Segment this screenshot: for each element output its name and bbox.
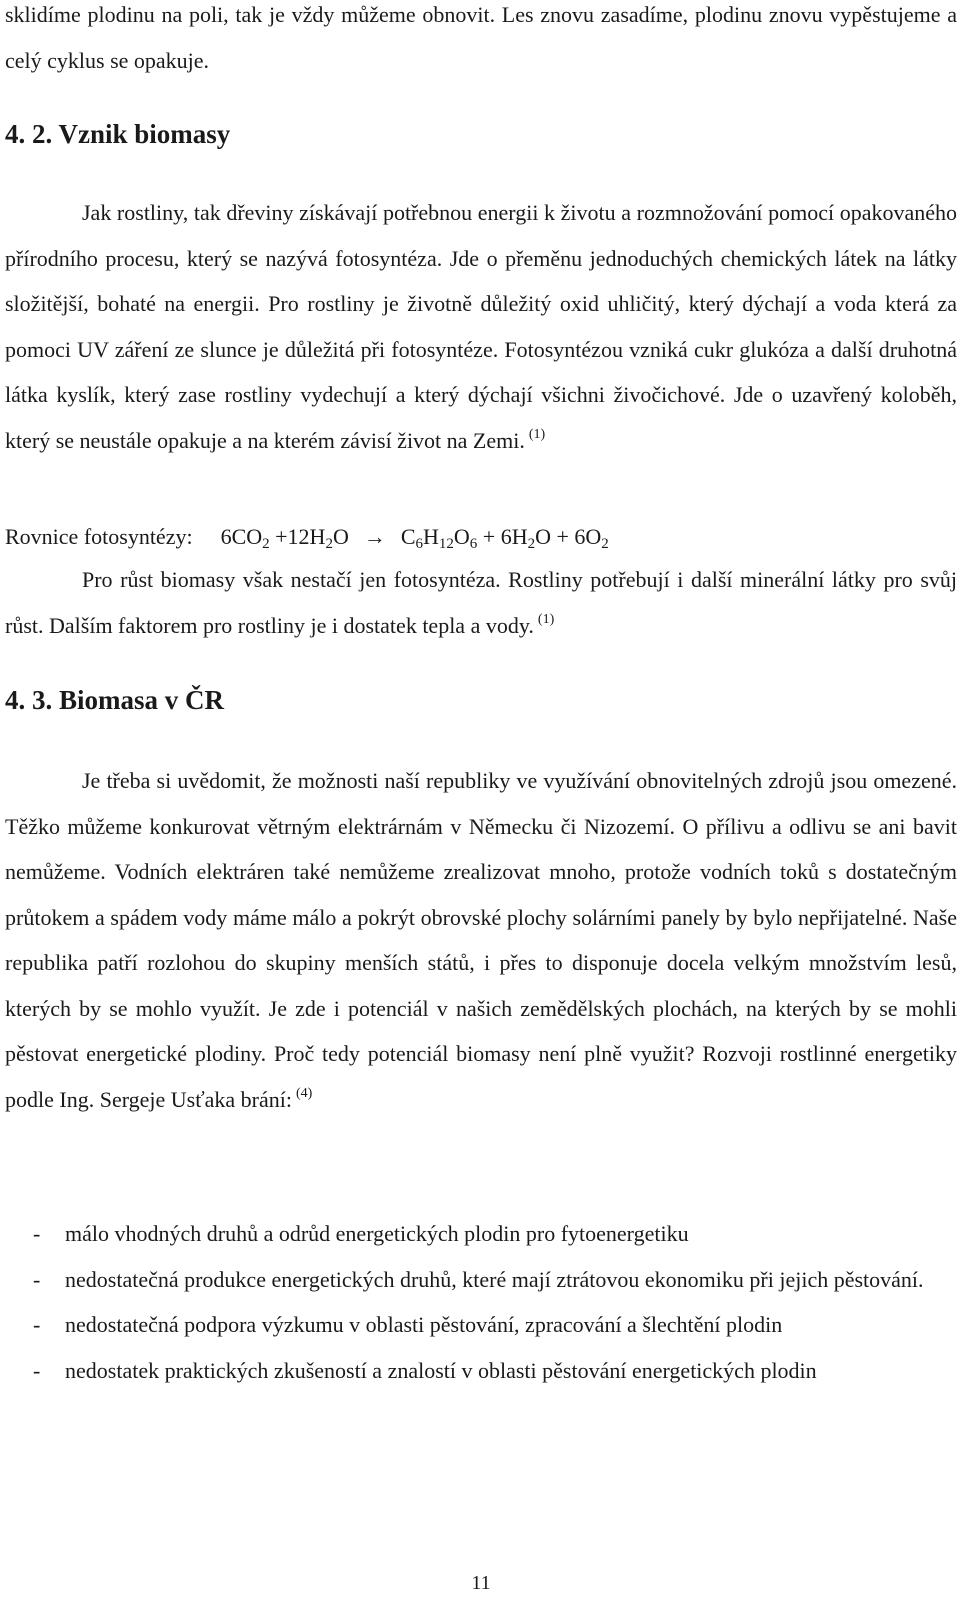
intro-paragraph: sklidíme plodinu na poli, tak je vždy můžeme obnovit. Les znovu zasadíme, plodinu znovu vypěstujeme a celý cyklus se opakuje. <box>5 2 957 73</box>
reaction-arrow-icon: → <box>363 524 386 549</box>
citation-ref: (1) <box>528 426 546 442</box>
barriers-list <box>5 1211 957 1393</box>
page-number: 11 <box>471 1572 491 1594</box>
paragraph-fotosynteza: Jak rostliny, tak dřeviny získávají potřebnou energii k životu a rozmnožování pomocí opakovaného přírodního procesu, který se nazývá fotosyntéza. Jde o přeměnu jednoduchých chemických látek na látky složitější, bohaté na energii. Pro rostliny je životně důležitý oxid uhličitý, který dýchají a voda která za pomoci UV záření ze slunce je důležitá při fotosyntéze. Fotosyntézou vzniká cukr glukóza a další druhotná látka kyslík, který zase rostliny vydechují a který dýchají všichni živočichové. Jde o uzavřený koloběh, který se neustále opakuje a na kterém závisí život na Zemi. $^{(1)}$ <box>5 200 957 453</box>
photosynthesis-equation <box>5 514 957 559</box>
list-dash: - <box>33 1312 41 1337</box>
list-item: - nedostatek praktických zkušeností a znalostí v oblasti pěstování energetických plodin <box>5 1348 957 1394</box>
list-item: - nedostatečná podpora výzkumu v oblasti pěstování, zpracování a šlechtění plodin <box>5 1302 957 1348</box>
list-dash: - <box>33 1266 41 1292</box>
paragraph-biomasa-cr: Je třeba si uvědomit, že možnosti naší republiky ve využívání obnovitelných zdrojů jsou omezené. Těžko můžeme konkurovat větrným elektrárnám v Německu či Nizozemí. O přílivu a odlivu se ani bavit nemůžeme. Vodních elektráren také nemůžeme zrealizovat mnoho, protože vodních toků s dostatečným průtokem a spádem vody máme málo a pokrýt obrovské plochy solárními panely by bylo nepřijatelné. Naše republika patří rozlohou do skupiny menších států, i přes to disponuje docela velkým množstvím lesů, kterých by se mohlo využít. Je zde i potenciál v našich zemědělských plochách, na kterých by se mohli pěstovat energetické plodiny. Proč tedy potenciál biomasy není plně využit? Rozvoji rostlinné energetiky podle Ing. Sergeje Usťaka brání: $^{(4)}$ <box>5 768 957 1112</box>
list-item: - málo vhodných druhů a odrůd energetických plodin pro fytoenergetiku <box>5 1211 957 1257</box>
list-dash: - <box>33 1221 41 1246</box>
equation-reactants: $6CO_2 +12H_2O$ <box>220 524 349 552</box>
list-item: - nedostatečná produkce energetických druhů, které mají ztrátovou ekonomiku při jejich pěstování. <box>5 1257 957 1303</box>
equation-products: $C_6H_{12}O_6 + 6H_2O + 6O_2$ <box>400 524 609 552</box>
document-page <box>5 0 957 1610</box>
citation-ref: (1) <box>537 611 555 627</box>
section-heading-biomasa-v-cr: 4. 3. Biomasa v ČR <box>5 685 225 715</box>
section-heading-vznik-biomasy: 4. 2. Vznik biomasy <box>5 119 231 149</box>
equation-label: Rovnice fotosyntézy: <box>5 524 193 549</box>
paragraph-rust-biomasy: Pro růst biomasy však nestačí jen fotosyntéza. Rostliny potřebují i další minerální látky pro svůj růst. Dalším faktorem pro rostliny je i dostatek tepla a vody. $^{(1)}$ <box>5 567 957 638</box>
list-dash: - <box>33 1357 41 1383</box>
citation-ref: (4) <box>295 1085 313 1101</box>
